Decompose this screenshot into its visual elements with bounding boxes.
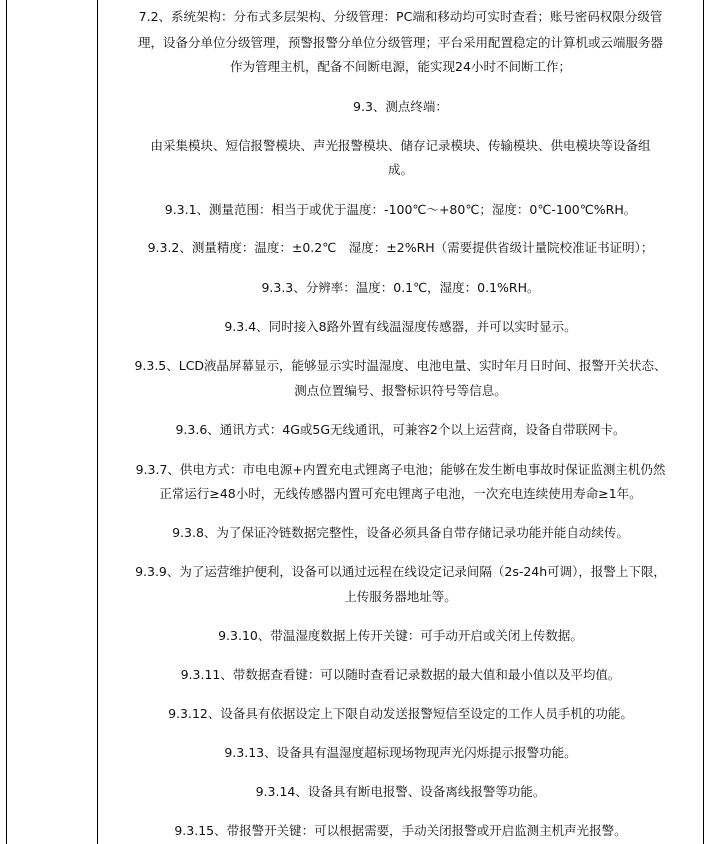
paragraph-9-3-7-line-2: 正常运行≥48小时，无线传感器内置可充电锂离子电池，一次充电连续使用寿命≥1年。 [159, 486, 642, 501]
paragraph-9-3-9-line-2: 上传服务器地址等。 [344, 589, 457, 604]
section-heading-9-3: 9.3、测点终端： [353, 99, 448, 114]
paragraph-7-2-line-1: 7.2、系统架构：分布式多层架构、分级管理：PC端和移动均可实时查看；账号密码权限分级管 [138, 9, 663, 24]
paragraph-9-3-1: 9.3.1、测量范围：相当于或优于温度：-100℃～+80℃；湿度：0℃-100℃%RH。 [164, 202, 637, 217]
paragraph-9-3-4: 9.3.4、同时接入8路外置有线温湿度传感器，并可以实时显示。 [224, 319, 577, 334]
paragraph-7-2-line-2: 理，设备分单位分级管理，预警报警分单位分级管理；平台采用配置稳定的计算机或云端服务器 [137, 35, 663, 50]
paragraph-9-3-14: 9.3.14、设备具有断电报警、设备离线报警等功能。 [255, 784, 546, 799]
table-border-right [703, 0, 704, 844]
paragraph-9-3-9-line-1: 9.3.9、为了运营维护便利，设备可以通过远程在线设定记录间隔（2s-24h可调），报警上下限， [135, 564, 666, 579]
paragraph-9-3-2: 9.3.2、测量精度：温度：±0.2℃ 湿度：±2%RH（需要提供省级计量院校准证书证明）； [147, 240, 654, 255]
spec-content-cell [98, 0, 703, 844]
paragraph-9-3-3: 9.3.3、分辨率：温度：0.1℃，湿度：0.1%RH。 [261, 280, 540, 295]
paragraph-7-2-line-3: 作为管理主机，配备不间断电源，能实现24小时不间断工作； [230, 59, 571, 74]
paragraph-9-3-5-line-1: 9.3.5、LCD液晶屏幕显示，能够显示实时温湿度、电池电量、实时年月日时间、报警开关状态、 [134, 358, 667, 373]
table-border-left-outer [6, 0, 7, 844]
paragraph-9-3-6: 9.3.6、通讯方式：4G或5G无线通讯，可兼容2个以上运营商，设备自带联网卡。 [175, 422, 626, 437]
paragraph-9-3-8: 9.3.8、为了保证冷链数据完整性，设备必须具备自带存储记录功能并能自动续传。 [172, 525, 629, 540]
paragraph-9-3-15: 9.3.15、带报警开关键：可以根据需要，手动关闭报警或开启监测主机声光报警。 [174, 823, 627, 838]
paragraph-9-3-13: 9.3.13、设备具有温湿度超标现场物现声光闪烁提示报警功能。 [224, 745, 577, 760]
paragraph-9-3-7-line-1: 9.3.7、供电方式：市电电源+内置充电式锂离子电池；能够在发生断电事故时保证监测主机仍然 [135, 462, 666, 477]
paragraph-9-3-5-line-2: 测点位置编号、报警标识符号等信息。 [294, 383, 507, 398]
paragraph-9-3-intro-line-1: 由采集模块、短信报警模块、声光报警模块、储存记录模块、传输模块、供电模块等设备组 [150, 138, 651, 153]
paragraph-9-3-12: 9.3.12、设备具有依据设定上下限自动发送报警短信至设定的工作人员手机的功能。 [168, 706, 633, 721]
paragraph-9-3-11: 9.3.11、带数据查看键：可以随时查看记录数据的最大值和最小值以及平均值。 [180, 667, 621, 682]
paragraph-9-3-intro-line-2: 成。 [387, 162, 413, 177]
paragraph-9-3-10: 9.3.10、带温湿度数据上传开关键：可手动开启或关闭上传数据。 [218, 628, 583, 643]
